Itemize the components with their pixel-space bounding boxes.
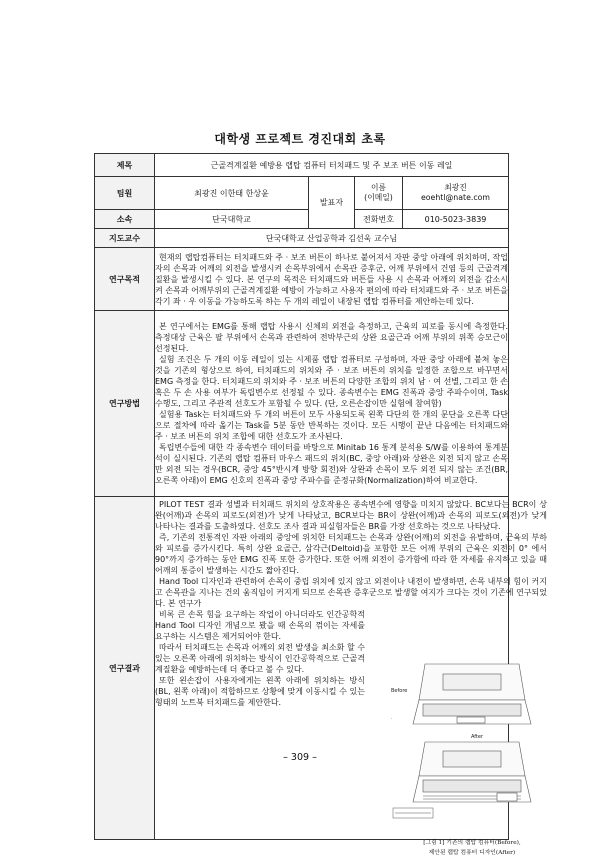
- method-label: 연구방법: [95, 311, 155, 497]
- abstract-form: [94, 153, 547, 856]
- presenter-label: 발표자: [309, 177, 355, 229]
- name-email-label: [355, 177, 403, 210]
- team-value: 최광진 이한태 한상윤: [155, 177, 309, 210]
- phone-label: 전화번호: [355, 210, 403, 229]
- result-text: [155, 497, 547, 856]
- method-paragraph-2: 실험 조건은 두 개의 이동 레일이 있는 시제품 랩탑 컴퓨터로 구성하며, 자판 중앙 아래에 붙쳐 놓은 것을 기존의 형상으로 하여, 터치패드의 위치와 주 · 보조 버튼의 위치를 일정한 조합으로 바꾸면서 EMG 측정을 한다. 터치패드의 위치와 주 · 보조 버튼의 다양한 조합의 위치 남 · 여 선별, 그리고 한 손 혹은 두 손 사용 여부가 독립변수로 선정될 수 있다. 종속변수는 EMG 진폭과 중앙 주파수이며, Task 수행도, 그리고 주관적 선호도가 포함될 수 있다. (단, 오른손잡이만 실험에 참여함): [155, 355, 508, 408]
- affiliation-label: 소속: [95, 210, 155, 229]
- name-label: 이름: [370, 182, 387, 192]
- touchpad-inset: [393, 808, 433, 818]
- figure-caption: [387, 838, 557, 858]
- team-label: 팀원: [95, 177, 155, 210]
- method-paragraph-1: 본 연구에서는 EMG를 통해 랩탑 사용시 신체의 외전을 측정하고, 근육의 피로를 동시에 측정한다. 측정대상 근육은 팔 부위에서 손목과 관련하여 전박부근의 상완 요골근과 어깨 부위의 위쪽 승모근이 선정된다.: [155, 322, 508, 353]
- purpose-label: 연구목적: [95, 248, 155, 311]
- before-laptop: [413, 664, 531, 724]
- before-label: Before: [391, 687, 408, 694]
- after-label: After: [471, 733, 484, 740]
- affiliation-value: 단국대학교: [155, 210, 309, 229]
- subject-value: 근골격계질환 예방용 랩탑 컴퓨터 터치패드 및 주 보조 버튼 이동 레일: [155, 154, 509, 177]
- result-paragraph-2: 즉, 기존의 전통적인 자판 아래의 중앙에 위치한 터치패드는 손목과 상완(어깨)의 외전을 유발하며, 근육의 부하와 피로를 증가시킨다. 특히 상완 요골근, 삼각근(Deltoid)을 포함한 모든 어깨 부위의 근육은 외전이 0° 에서 90°까지 증가하는 동안 EMG 진폭 또한 증가한다. 또한 어깨 외전이 증가함에 따라 한 자세를 유지하고 있을 때 어깨의 통증이 발생하는 시간도 짧아진다.: [155, 532, 547, 575]
- subject-label: 제목: [95, 154, 155, 177]
- advisor-value: 단국대학교 산업공학과 김선욱 교수님: [155, 229, 509, 248]
- presenter-contact: [403, 177, 509, 210]
- result-paragraph-1: PILOT TEST 결과 성별과 터치패드 위치의 상호작용은 종속변수에 영향을 미치지 않았다. BC보다는 BCR이 상완(어깨)과 손목의 피로도(외전)가 낮게 나타났고, BCR보다는 BR이 상완(어깨)과 손목의 피로도(외전)가 낮게 나타나는 결과를 도출하였다. 선호도 조사 결과 피실험자들은 BR를 가장 선호하는 것으로 나타났다.: [155, 499, 547, 531]
- purpose-paragraph: 현재의 랩탑컴퓨터는 터치패드와 주 · 보조 버튼이 하나로 붙어져서 자판 중앙 아래에 위치하며, 작업자의 손목과 어깨의 외전을 발생시켜 손목부위에서 손목관 증후군, 어깨 부위에서 건염 등의 근골격계질환을 발생시킬 수 있다. 본 연구의 목적은 터치패드와 버튼들 사용 시 손목과 어깨의 외전을 감소시켜 손목과 어깨부위의 근골격계질환 예방이 가능하고 사용자 편의에 따라 터치패드와 주 · 보조 버튼을 각기 좌 · 우 이동을 가능하도록 하는 두 개의 레일이 내장된 랩탑 컴퓨터를 제안하는데 있다.: [155, 252, 508, 306]
- purpose-text: [155, 248, 509, 311]
- method-text: [155, 311, 509, 497]
- page-number: – 309 –: [283, 752, 317, 763]
- laptop-diagram: [387, 662, 557, 834]
- page-title: 대학생 프로젝트 경진대회 초록: [214, 132, 386, 146]
- figure-caption-line-2: 제안된 랩탑 컴퓨터 디자인(After): [428, 849, 516, 856]
- result-paragraph-5: 따라서 터치패드는 손목과 어깨의 외전 발생을 최소화 할 수 있는 오른쪽 아래에 위치하는 방식이 인간공학적으로 근골격계질환을 예방하는데 더 좋다고 볼 수 있다.: [155, 642, 365, 674]
- figure-caption-line-1: [그림 1] 기존의 랩탑 컴퓨터(Before),: [423, 839, 521, 846]
- laptop-figure: [387, 662, 557, 856]
- email-label: (이메일): [364, 193, 393, 202]
- method-paragraph-3: 실험용 Task는 터치패드와 두 개의 버튼이 모두 사용되도록 왼쪽 다단의 한 개의 문단을 오른쪽 다단으로 절차에 따라 옮기는 Task를 5분 동안 반복하는 것이다. 모든 시행이 끝난 다음에는 터치패드와 주 · 보조 버튼의 위치 조합에 대한 선호도가 조사된다.: [155, 410, 508, 441]
- presenter-email: eoehtl@nate.com: [420, 193, 491, 202]
- result-paragraph-6: 또한 왼손잡이 사용자에게는 왼쪽 아래에 위치하는 방식(BL, 왼쪽 아래)이 적합하므로 상황에 맞게 이동시킬 수 있는 형태의 노트북 터치패드를 제안한다.: [155, 675, 365, 707]
- method-paragraph-4: 독립변수들에 대한 각 종속변수 데이터를 바탕으로 Minitab 16 통계 분석용 S/W를 이용하여 통계분석이 실시된다. 기존의 랩탑 컴퓨터 마우스 패드의 위치(BC, 중앙 아래)와 상완은 외전 되지 않고 손목만 외전 되는 경우(BCR, 중앙 45°반시계 방향 회전)와 상완과 손목이 모두 외전 되지 않는 조건(BR, 오른쪽 아래)이 EMG 신호의 진폭과 중앙 주파수를 준정규화(Normalization)하여 비교한다.: [155, 443, 508, 485]
- result-paragraph-4: 비록 큰 손목 힘을 요구하는 작업이 아니더라도 인간공학적 Hand Tool 디자인 개념으로 봤을 때 손목의 꺾이는 자세를 요구하는 시스템은 제거되어야 한다.: [155, 609, 365, 641]
- after-laptop: [413, 742, 531, 802]
- svg-text:·: ·: [391, 715, 393, 721]
- presenter-name: 최광진: [444, 182, 467, 192]
- result-paragraph-3: Hand Tool 디자인과 관련하여 손목이 중립 위치에 있지 않고 외전이나 내전이 발생하면, 손목 내부의 힘이 커지고 손목관을 지나는 건의 움직임이 커지게 되므로 손목관 증후군으로 발생할 여지가 크다는 것이 기존에 연구되었다. 본 연구가: [155, 576, 547, 608]
- phone-value: 010-5023-3839: [403, 210, 509, 229]
- advisor-label: 지도교수: [95, 229, 155, 248]
- result-label: 연구결과: [95, 497, 155, 840]
